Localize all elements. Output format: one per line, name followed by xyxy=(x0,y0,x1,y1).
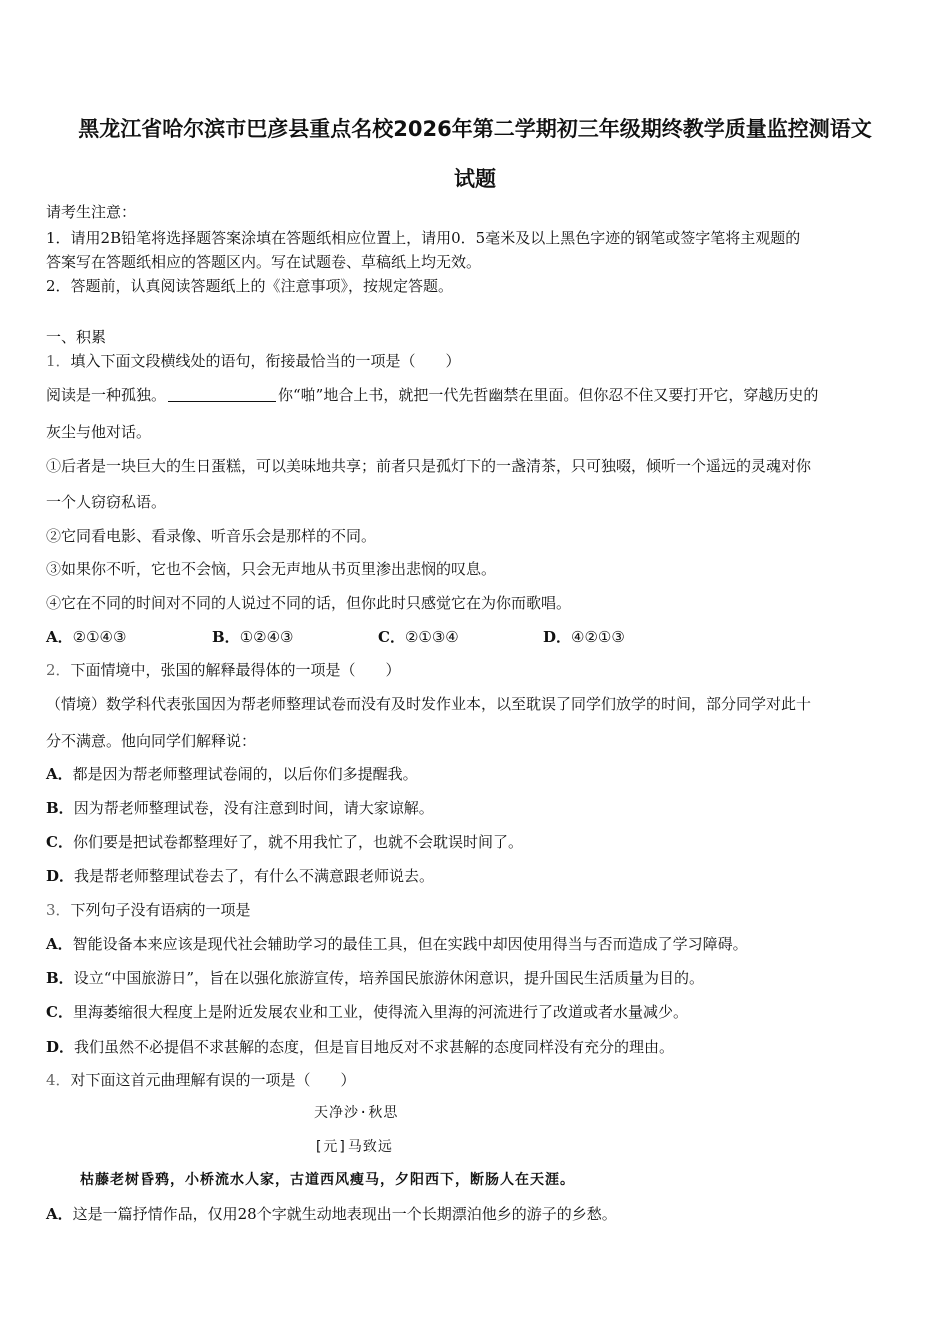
question-number: 3． xyxy=(46,901,71,919)
q2-option-a: A．都是因为帮老师整理试卷闹的，以后你们多提醒我。 xyxy=(46,765,418,783)
question-number: 4． xyxy=(46,1071,71,1089)
question-stem: 对下面这首元曲理解有误的一项是（ ） xyxy=(70,1071,356,1089)
question-2 xyxy=(46,660,401,680)
q1-sentence-2: ②它同看电影、看录像、听音乐会是那样的不同。 xyxy=(46,527,377,545)
q1-sentence-4: ④它在不同的时间对不同的人说过不同的话，但你此时只感觉它在为你而歌唱。 xyxy=(46,594,572,612)
q3-option-b: B．设立“中国旅游日”，旨在以强化旅游宣传，培养国民旅游休闲意识，提升国民生活质量为目的。 xyxy=(46,969,705,987)
passage-text: 你“啪”地合上书，就把一代先哲幽禁在里面。但你忍不住又要打开它，穿越历史的 xyxy=(278,386,819,404)
q1-sentence-1a: ①后者是一块巨大的生日蛋糕，可以美味地共享；前者只是孤灯下的一盏清茶，只可独啜，倾听一个遥远的灵魂对你 xyxy=(46,457,812,475)
poem-body: 枯藤老树昏鸦，小桥流水人家，古道西风瘦马，夕阳西下，断肠人在天涯。 xyxy=(80,1172,575,1188)
notice-heading: 请考生注意： xyxy=(46,203,137,221)
q1-passage-line1 xyxy=(46,385,818,405)
notice-item-2: 2．答题前，认真阅读答题纸上的《注意事项》，按规定答题。 xyxy=(46,277,454,295)
q1-option-c: C．②①③④ xyxy=(378,628,459,646)
question-4 xyxy=(46,1070,356,1090)
notice-item-1b: 答案写在答题纸相应的答题区内。写在试题卷、草稿纸上均无效。 xyxy=(46,253,482,271)
q1-sentence-3: ③如果你不听，它也不会恼，只会无声地从书页里渗出悲悯的叹息。 xyxy=(46,560,497,578)
fill-blank xyxy=(168,387,276,402)
q1-option-d: D．④②①③ xyxy=(543,628,625,646)
question-stem: 下列句子没有语病的一项是 xyxy=(70,901,251,919)
exam-title-line2: 试题 xyxy=(454,167,496,191)
question-number: 2． xyxy=(46,661,71,679)
question-number: 1． xyxy=(46,352,71,370)
poem-author: [元]马致远 xyxy=(314,1139,393,1155)
question-1 xyxy=(46,351,461,371)
q2-option-d: D．我是帮老师整理试卷去了，有什么不满意跟老师说去。 xyxy=(46,867,435,885)
q3-option-a: A．智能设备本来应该是现代社会辅助学习的最佳工具，但在实践中却因使用得当与否而造成了学习障碍。 xyxy=(46,935,748,953)
q3-option-d: D．我们虽然不必提倡不求甚解的态度，但是盲目地反对不求甚解的态度同样没有充分的理由。 xyxy=(46,1038,675,1056)
q2-context-line2: 分不满意。他向同学们解释说： xyxy=(46,732,257,750)
q1-passage-line2: 灰尘与他对话。 xyxy=(46,423,152,441)
q2-context-line1: （情境）数学科代表张国因为帮老师整理试卷而没有及时发作业本，以至耽误了同学们放学的时间，部分同学对此十 xyxy=(46,695,812,713)
q3-option-c: C．里海萎缩很大程度上是附近发展农业和工业，使得流入里海的河流进行了改道或者水量减少。 xyxy=(46,1003,688,1021)
question-stem: 下面情境中，张国的解释最得体的一项是（ ） xyxy=(70,661,401,679)
q1-option-b: B．①②④③ xyxy=(212,628,294,646)
q2-option-b: B．因为帮老师整理试卷，没有注意到时间，请大家谅解。 xyxy=(46,799,434,817)
q4-option-a: A．这是一篇抒情作品，仅用28个字就生动地表现出一个长期漂泊他乡的游子的乡愁。 xyxy=(46,1205,617,1223)
passage-text: 阅读是一种孤独。 xyxy=(46,386,167,404)
q1-sentence-1b: 一个人窃窃私语。 xyxy=(46,493,167,511)
poem-title: 天净沙·秋思 xyxy=(314,1105,399,1121)
question-3 xyxy=(46,900,251,920)
exam-title-line1: 黑龙江省哈尔滨市巴彦县重点名校2026年第二学期初三年级期终教学质量监控测语文 xyxy=(78,117,872,141)
q1-option-a: A．②①④③ xyxy=(46,628,127,646)
section-heading: 一、积累 xyxy=(46,328,107,346)
notice-item-1a: 1．请用2B铅笔将选择题答案涂填在答题纸相应位置上，请用0．5毫米及以上黑色字迹的钢笔或签字笔将主观题的 xyxy=(46,229,801,247)
q2-option-c: C．你们要是把试卷都整理好了，就不用我忙了，也就不会耽误时间了。 xyxy=(46,833,523,851)
question-stem: 填入下面文段横线处的语句，衔接最恰当的一项是（ ） xyxy=(70,352,461,370)
